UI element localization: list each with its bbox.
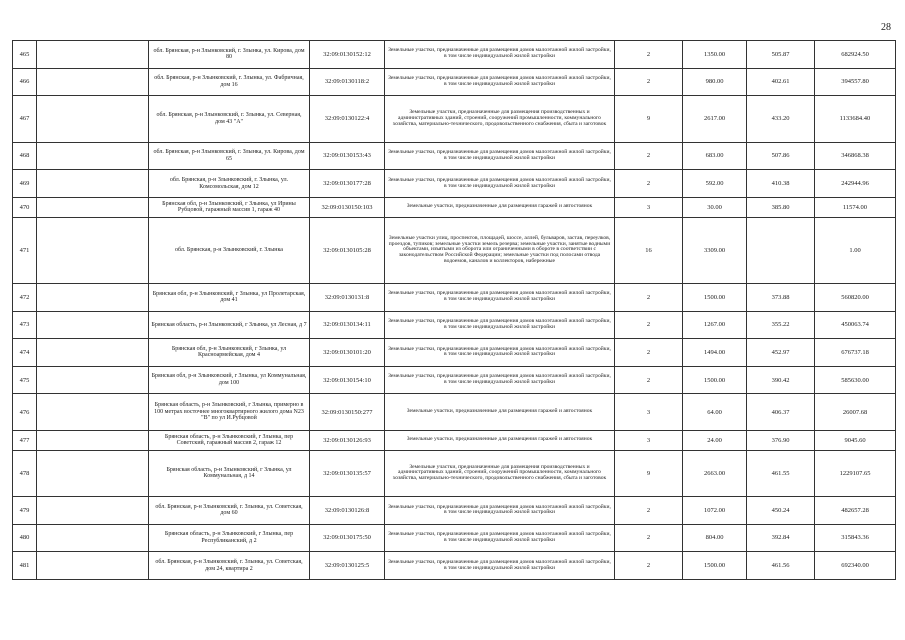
cell-blank [37,68,149,96]
cell-cadastral-number: 32:09:0130150:103 [310,197,385,217]
cell-cadastral-value: 346868.38 [815,142,896,170]
cell-blank [37,339,149,367]
table-row [13,170,896,198]
cell-area: 2617.00 [683,96,747,142]
cell-group: 2 [615,366,683,394]
cell-rate [747,217,815,283]
cell-blank [37,283,149,311]
cell-group: 9 [615,96,683,142]
cell-cadastral-number: 32:09:0130126:93 [310,430,385,450]
cell-land-use: Земельные участки, предназначенные для размещения домов малоэтажной жилой застройки, в том числе индивидуальной жилой застройки [385,552,615,580]
page-number: 28 [881,22,891,33]
cell-area: 64.00 [683,394,747,430]
cell-row-number: 469 [13,170,37,198]
cell-cadastral-number: 32:09:0130135:57 [310,450,385,496]
cell-cadastral-number: 32:09:0130105:28 [310,217,385,283]
cell-area: 2663.00 [683,450,747,496]
cell-rate: 452.97 [747,339,815,367]
cell-blank [37,524,149,552]
cell-land-use: Земельные участки, предназначенные для размещения гаражей и автостоянок [385,197,615,217]
cell-cadastral-value: 26007.68 [815,394,896,430]
cell-blank [37,552,149,580]
table-row [13,96,896,142]
cell-land-use: Земельные участки, предназначенные для размещения домов малоэтажной жилой застройки, в том числе индивидуальной жилой застройки [385,497,615,525]
cell-group: 16 [615,217,683,283]
cell-cadastral-number: 32:09:0130175:50 [310,524,385,552]
cell-cadastral-value: 315843.36 [815,524,896,552]
cell-group: 2 [615,68,683,96]
cell-rate: 461.56 [747,552,815,580]
cell-area: 1494.00 [683,339,747,367]
cell-address: обл. Брянская, р-н Злынковский, г. Злынка, ул. Кирова, дом 65 [149,142,310,170]
cell-cadastral-value: 676737.18 [815,339,896,367]
cell-area: 1350.00 [683,41,747,69]
cell-row-number: 467 [13,96,37,142]
table-row [13,217,896,283]
cell-blank [37,217,149,283]
cell-rate: 376.90 [747,430,815,450]
cell-cadastral-value: 1229107.65 [815,450,896,496]
cell-group: 2 [615,552,683,580]
cell-row-number: 480 [13,524,37,552]
cell-row-number: 473 [13,311,37,339]
cell-cadastral-number: 32:09:0130154:10 [310,366,385,394]
cell-blank [37,394,149,430]
cell-group: 9 [615,450,683,496]
cell-rate: 461.55 [747,450,815,496]
cell-address: обл. Брянская, р-н Злынковский, г. Злынка, ул. Фабричная, дом 16 [149,68,310,96]
cell-land-use: Земельные участки улиц, проспектов, площадей, шоссе, аллей, бульваров, застав, переулков, проездов, тупиков; земельные участки земель резерва; земельные участки, занятые водными объектами, изъятыми из оборота или ограниченными в обороте в соответствии с законодательством Российской Федерации; земельные участки под полосами отвода водоемов, каналов и коллекторов, набережные [385,217,615,283]
cell-land-use: Земельные участки, предназначенные для размещения домов малоэтажной жилой застройки, в том числе индивидуальной жилой застройки [385,142,615,170]
cell-area: 1267.00 [683,311,747,339]
cell-row-number: 470 [13,197,37,217]
cell-cadastral-number: 32:09:0130152:12 [310,41,385,69]
cell-address: Брянская область, р-н Злынковский, г Злынка, ул Лесная, д 7 [149,311,310,339]
table-row [13,142,896,170]
cell-land-use: Земельные участки, предназначенные для размещения гаражей и автостоянок [385,430,615,450]
cell-cadastral-value: 560820.00 [815,283,896,311]
cell-land-use: Земельные участки, предназначенные для размещения производственных и административных зданий, строений, сооружений промышленности, коммунального хозяйства, материально-технического, продовольственного снабжения, сбыта и заготовок [385,96,615,142]
cell-address: обл. Брянская, р-н Злынковский, г. Злынка, ул. Северная, дом 43 "А" [149,96,310,142]
cell-address: обл. Брянская, р-н Злынковский, г. Злынка, ул. Советская, дом 24, квартира 2 [149,552,310,580]
cell-rate: 433.20 [747,96,815,142]
cell-row-number: 479 [13,497,37,525]
cell-address: Брянская обл, р-н Злынковский, г Злынка, ул Ирины Рубцовой, гаражный массив 1, гараж 40 [149,197,310,217]
cell-blank [37,450,149,496]
cell-area: 3309.00 [683,217,747,283]
cell-address: Брянская область, р-н Злынковский, г Злынка, пер Республиканский, д 2 [149,524,310,552]
table-row [13,339,896,367]
cell-area: 683.00 [683,142,747,170]
cell-group: 3 [615,197,683,217]
cell-address: обл. Брянская, р-н Злынковский, г. Злынка, ул. Комсомольская, дом 12 [149,170,310,198]
cell-group: 3 [615,430,683,450]
cell-rate: 355.22 [747,311,815,339]
cell-land-use: Земельные участки, предназначенные для размещения производственных и административных зданий, строений, сооружений промышленности, коммунального хозяйства, материально-технического, продовольственного снабжения, сбыта и заготовок [385,450,615,496]
cell-cadastral-number: 32:09:0130177:28 [310,170,385,198]
cell-group: 2 [615,142,683,170]
cell-cadastral-value: 682924.50 [815,41,896,69]
cell-cadastral-value: 242944.96 [815,170,896,198]
cell-cadastral-number: 32:09:0130122:4 [310,96,385,142]
cell-address: Брянская обл, р-н Злынковский, г Злынка, ул Пролетарская, дом 41 [149,283,310,311]
cell-address: Брянская обл, р-н Злынковский, г Злынка, ул Красноармейская, дом 4 [149,339,310,367]
cell-address: обл. Брянская, р-н Злынковский, г. Злынка [149,217,310,283]
cell-rate: 406.37 [747,394,815,430]
cell-blank [37,96,149,142]
cell-row-number: 468 [13,142,37,170]
cell-group: 3 [615,394,683,430]
table-row [13,450,896,496]
cell-cadastral-value: 482657.28 [815,497,896,525]
table-row [13,197,896,217]
cell-cadastral-number: 32:09:0130101:20 [310,339,385,367]
cell-row-number: 476 [13,394,37,430]
cell-land-use: Земельные участки, предназначенные для размещения домов малоэтажной жилой застройки, в том числе индивидуальной жилой застройки [385,339,615,367]
cell-blank [37,41,149,69]
table-row [13,283,896,311]
cell-cadastral-value: 11574.00 [815,197,896,217]
cell-cadastral-number: 32:09:0130125:5 [310,552,385,580]
cell-rate: 410.38 [747,170,815,198]
cell-cadastral-number: 32:09:0130150:277 [310,394,385,430]
table-row [13,366,896,394]
cell-rate: 450.24 [747,497,815,525]
cell-area: 804.00 [683,524,747,552]
table-row [13,552,896,580]
cell-group: 2 [615,339,683,367]
cell-blank [37,197,149,217]
cell-blank [37,497,149,525]
cell-address: обл. Брянская, р-н Злынковский, г. Злынка, ул. Кирова, дом 80 [149,41,310,69]
table-row [13,68,896,96]
cell-area: 1500.00 [683,552,747,580]
cell-blank [37,142,149,170]
cell-rate: 373.88 [747,283,815,311]
cell-rate: 505.87 [747,41,815,69]
cell-group: 2 [615,283,683,311]
cell-rate: 390.42 [747,366,815,394]
cell-cadastral-number: 32:09:0130153:43 [310,142,385,170]
cell-row-number: 477 [13,430,37,450]
cell-address: Брянская область, р-н Злынковский, г Злынка, ул Коммунальная, д 14 [149,450,310,496]
cell-row-number: 471 [13,217,37,283]
cell-area: 24.00 [683,430,747,450]
cell-blank [37,170,149,198]
cell-cadastral-value: 9045.60 [815,430,896,450]
cell-rate: 402.61 [747,68,815,96]
cell-blank [37,430,149,450]
cell-address: обл. Брянская, р-н Злынковский, г. Злынка, ул. Советская, дом 60 [149,497,310,525]
cell-area: 30.00 [683,197,747,217]
cell-cadastral-number: 32:09:0130126:8 [310,497,385,525]
table-row [13,311,896,339]
table-row [13,497,896,525]
cell-land-use: Земельные участки, предназначенные для размещения домов малоэтажной жилой застройки, в том числе индивидуальной жилой застройки [385,68,615,96]
table-row [13,394,896,430]
cell-rate: 507.86 [747,142,815,170]
cell-group: 2 [615,524,683,552]
cell-cadastral-value: 450063.74 [815,311,896,339]
land-parcels-table [12,40,896,580]
cell-group: 2 [615,311,683,339]
cell-row-number: 465 [13,41,37,69]
cell-cadastral-value: 692340.00 [815,552,896,580]
cell-cadastral-number: 32:09:0130131:8 [310,283,385,311]
cell-blank [37,366,149,394]
cell-address: Брянская обл, р-н Злынковский, г Злынка, ул Коммунальная, дом 100 [149,366,310,394]
cell-rate: 392.84 [747,524,815,552]
cell-land-use: Земельные участки, предназначенные для размещения домов малоэтажной жилой застройки, в том числе индивидуальной жилой застройки [385,366,615,394]
land-parcels-table-container [12,40,895,580]
cell-address: Брянская область, р-н Злынковский, г Злынка, примерно в 100 метрах восточнее многоквартирного жилого дома N23 "В" по ул И.Рубцовой [149,394,310,430]
cell-cadastral-value: 1.00 [815,217,896,283]
cell-group: 2 [615,497,683,525]
cell-row-number: 466 [13,68,37,96]
table-row [13,430,896,450]
cell-area: 1072.00 [683,497,747,525]
cell-cadastral-value: 585630.00 [815,366,896,394]
cell-land-use: Земельные участки, предназначенные для размещения гаражей и автостоянок [385,394,615,430]
cell-area: 980.00 [683,68,747,96]
cell-group: 2 [615,170,683,198]
cell-land-use: Земельные участки, предназначенные для размещения домов малоэтажной жилой застройки, в том числе индивидуальной жилой застройки [385,41,615,69]
cell-land-use: Земельные участки, предназначенные для размещения домов малоэтажной жилой застройки, в том числе индивидуальной жилой застройки [385,524,615,552]
cell-land-use: Земельные участки, предназначенные для размещения домов малоэтажной жилой застройки, в том числе индивидуальной жилой застройки [385,170,615,198]
cell-row-number: 478 [13,450,37,496]
cell-cadastral-value: 1133684.40 [815,96,896,142]
cell-address: Брянская область, р-н Злынковский, г Злынка, пер Советский, гаражный массив 2, гараж 12 [149,430,310,450]
cell-row-number: 481 [13,552,37,580]
table-row [13,524,896,552]
cell-cadastral-number: 32:09:0130134:11 [310,311,385,339]
cell-cadastral-number: 32:09:0130118:2 [310,68,385,96]
cell-row-number: 475 [13,366,37,394]
cell-area: 1500.00 [683,366,747,394]
cell-rate: 385.80 [747,197,815,217]
cell-blank [37,311,149,339]
cell-group: 2 [615,41,683,69]
cell-land-use: Земельные участки, предназначенные для размещения домов малоэтажной жилой застройки, в том числе индивидуальной жилой застройки [385,311,615,339]
cell-cadastral-value: 394557.80 [815,68,896,96]
table-row [13,41,896,69]
cell-area: 1500.00 [683,283,747,311]
cell-area: 592.00 [683,170,747,198]
cell-row-number: 472 [13,283,37,311]
cell-row-number: 474 [13,339,37,367]
cell-land-use: Земельные участки, предназначенные для размещения домов малоэтажной жилой застройки, в том числе индивидуальной жилой застройки [385,283,615,311]
